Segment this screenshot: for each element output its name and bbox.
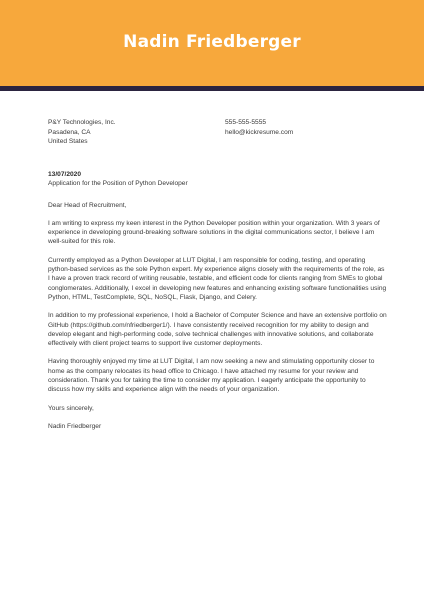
letter-salutation: Dear Head of Recruitment, (48, 201, 127, 209)
letter-subject: Application for the Position of Python Developer (48, 180, 188, 188)
letter-signature: Nadin Friedberger (48, 422, 102, 430)
sender-email: hello@kickresume.com (225, 128, 294, 136)
sender-contact (225, 118, 293, 137)
recipient-company: P&Y Technologies, Inc. (48, 119, 116, 126)
paragraph-experience: Currently employed as a Python Developer at LUT Digital, I am responsible for coding, testing, and operating python-based services as the sole Python expert. My experience aligns closely with the requirements of the role, as I have a proven track record of writing reusable, testable, and efficient code for clients ranging from SMEs to global conglomerates. Additionally, I excel in developing new features and enhancing existing software functionalities using Python, HTML, TestComplete, SQL, NoSQL, Flask, Django, and Celery. (48, 256, 387, 301)
paragraph-intro: I am writing to express my keen interest in the Python Developer position within your organization. With 3 years of experience in developing ground-breaking software solutions in the digital communications sector, I believe I am well-suited for this role. (48, 219, 380, 246)
header-band (0, 0, 424, 86)
applicant-name: Nadin Friedberger (123, 32, 301, 52)
recipient-country: United States (48, 138, 88, 146)
paragraph-education: In addition to my professional experience, I hold a Bachelor of Computer Science and have an extensive portfolio on GitHub (https://github.com/nfriedberger1/). I have consistently received recognition for my ability to design and develop elegant and high-performing code, solve technical challenges with innovative solutions, and collaborate effectively with client project teams to support live customer deployments. (48, 312, 387, 348)
paragraph-motivation: Having thoroughly enjoyed my time at LUT Digital, I am now seeking a new and stimulating opportunity closer to home as the company relocates its head office to Chicago. I have attached my resume for your review and consideration. Thank you for taking the time to consider my application. I eagerly anticipate the opportunity to discuss how my skills and experience align with the needs of your organization. (48, 358, 375, 394)
recipient-address (48, 118, 116, 147)
letter-closing: Yours sincerely, (48, 404, 94, 412)
header-divider-bar (0, 86, 424, 91)
sender-phone: 555-555-5555 (225, 119, 267, 126)
letter-body (48, 170, 388, 431)
letter-date: 13/07/2020 (48, 171, 82, 178)
recipient-city: Pasadena, CA (48, 128, 91, 136)
